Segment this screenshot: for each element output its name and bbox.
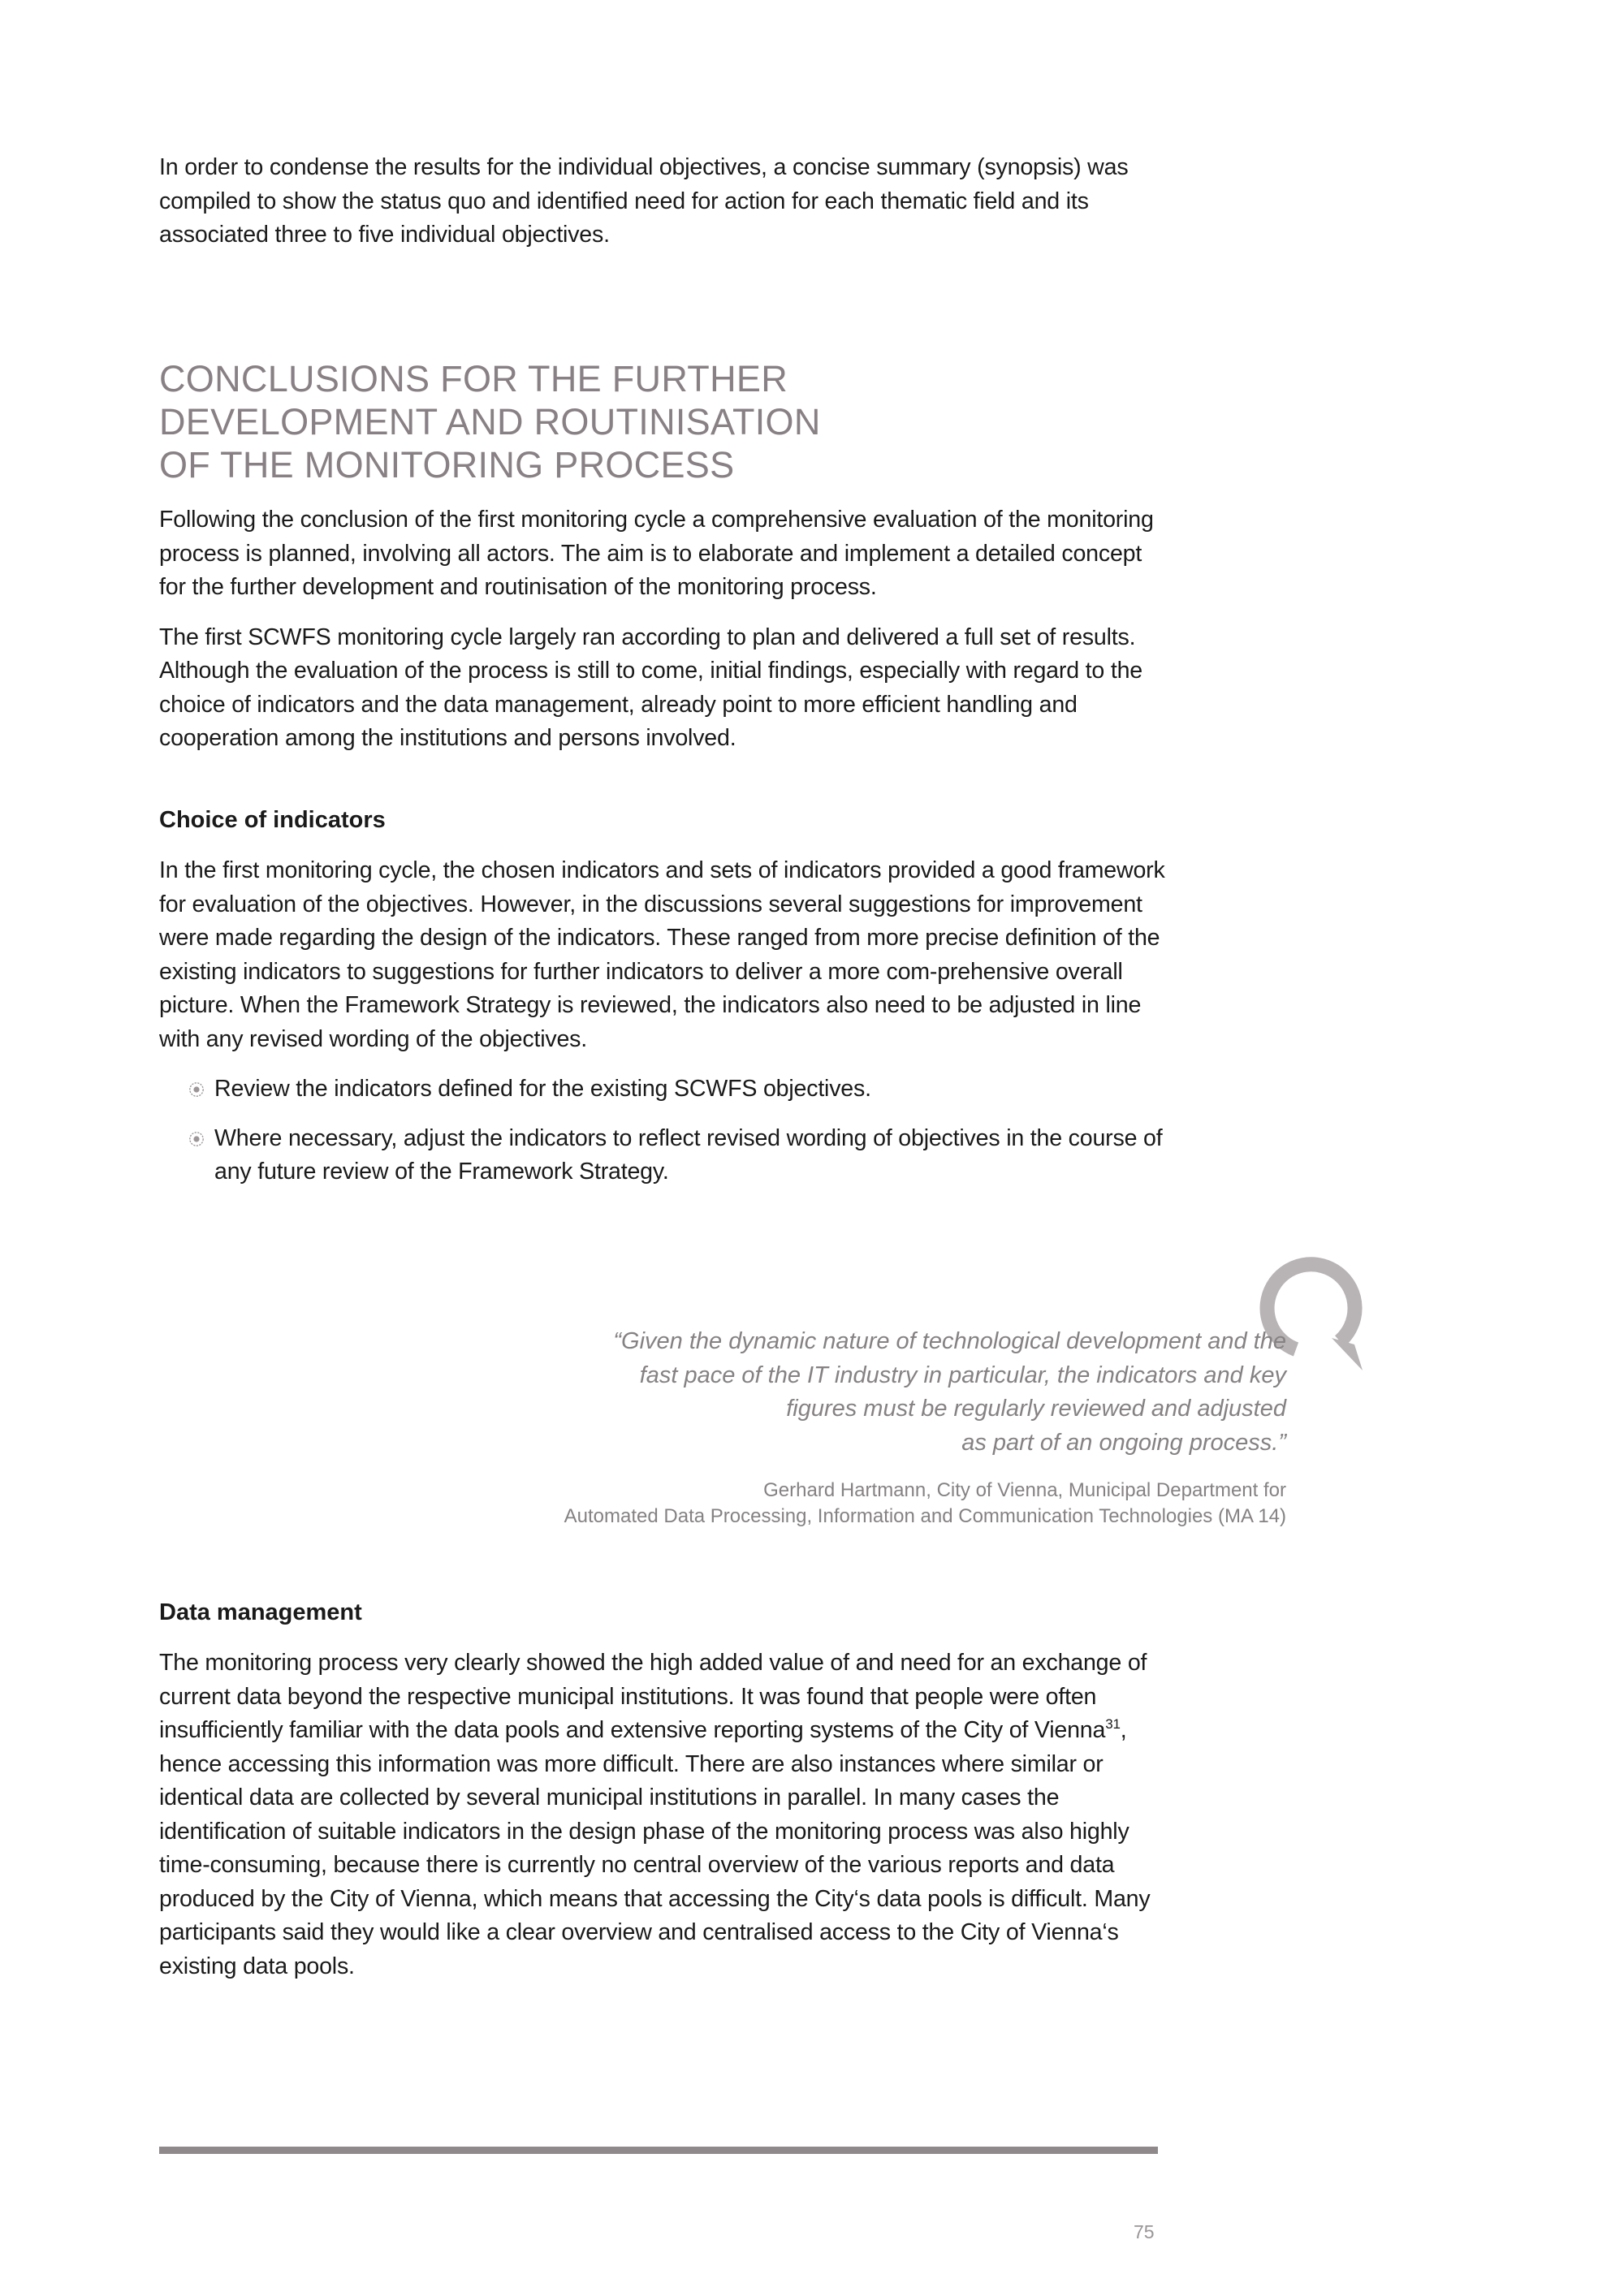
gear-bullet-icon (188, 1081, 205, 1098)
gear-bullet-icon (188, 1131, 205, 1147)
quote-line: fast pace of the IT industry in particular, the indicators and key (639, 1362, 1286, 1388)
paragraph-text: The monitoring process very clearly showed the high added value of and need for an exchange of current data beyond the respective municipal institutions. It was found that people were often insufficiently familiar with the data pools and extensive reporting systems of the City of Vienna (159, 1650, 1147, 1743)
conclusions-block (159, 503, 1166, 756)
paragraph-text: , hence accessing this information was more difficult. There are also instances where similar or identical data are collected by several municipal institutions in parallel. In many cases the identification of suitable indicators in the design phase of the monitoring process was also highly time-consuming, because there is currently no central overview of the various reports and data produced by the City of Vienna, which means that accessing the City‘s data pools is difficult. Many participants said they would like a clear overview and centralised access to the City of Vienna‘s existing data pools. (159, 1717, 1151, 1979)
recommendation-list (159, 1072, 1166, 1189)
section-title-line: OF THE MONITORING PROCESS (159, 444, 735, 486)
choice-of-indicators-paragraph: In the first monitoring cycle, the chosen indicators and sets of indicators provided a good framework for evaluation of the objectives. However, in the discussions several suggestions for improvement were made regarding the design of the indicators. These ranged from more precise definition of the existing indicators to suggestions for further indicators to deliver a more com-prehensive overall picture. When the Framework Strategy is reviewed, the indicators also need to be adjusted in line with any revised wording of the objectives. (159, 857, 1165, 1052)
list-item (159, 1122, 1166, 1189)
quote-line: figures must be regularly reviewed and adjusted (786, 1396, 1286, 1422)
quote-line: as part of an ongoing process.” (961, 1429, 1286, 1456)
section-title-line: CONCLUSIONS FOR THE FURTHER (159, 358, 788, 399)
section-title (159, 357, 1052, 486)
intro-paragraph: In order to condense the results for the individual objectives, a concise summary (synopsis) was compiled to show the status quo and identified need for action for each thematic field and its associated three to five individual objectives. (159, 154, 1129, 248)
pull-quote (474, 1325, 1286, 1460)
attribution-line: Automated Data Processing, Information and Communication Technologies (MA 14) (564, 1505, 1286, 1527)
footnote-marker: 31 (1105, 1716, 1121, 1732)
footer-divider (159, 2147, 1158, 2154)
list-item (159, 1072, 1166, 1107)
list-item-text: Review the indicators defined for the existing SCWFS objectives. (214, 1076, 871, 1102)
page-number: 75 (1134, 2221, 1155, 2242)
list-item-text: Where necessary, adjust the indicators to reflect revised wording of objectives in the course of any future review of the Framework Strategy. (214, 1124, 1163, 1185)
conclusions-paragraph: The first SCWFS monitoring cycle largely ran according to plan and delivered a full set of results. Although the evaluation of the process is still to come, initial findings, especially with regard to the choice of indicators and the data management, already point to more efficient handling and cooperation among the institutions and persons involved. (159, 624, 1142, 751)
choice-of-indicators-heading: Choice of indicators (159, 807, 386, 833)
quote-attribution (393, 1478, 1286, 1530)
data-management-paragraph (159, 1646, 1166, 1983)
data-management-block (159, 1596, 1166, 1983)
conclusions-paragraph: Following the conclusion of the first monitoring cycle a comprehensive evaluation of the monitoring process is planned, involving all actors. The aim is to elaborate and implement a detailed concept for the further development and routinisation of the monitoring process. (159, 507, 1154, 600)
quote-line: “Given the dynamic nature of technological development and the (613, 1328, 1286, 1354)
data-management-heading: Data management (159, 1599, 362, 1625)
attribution-line: Gerhard Hartmann, City of Vienna, Municipal Department for (763, 1479, 1286, 1501)
intro-block (159, 151, 1166, 252)
choice-of-indicators-block (159, 804, 1166, 1205)
section-title-line: DEVELOPMENT AND ROUTINISATION (159, 401, 821, 442)
